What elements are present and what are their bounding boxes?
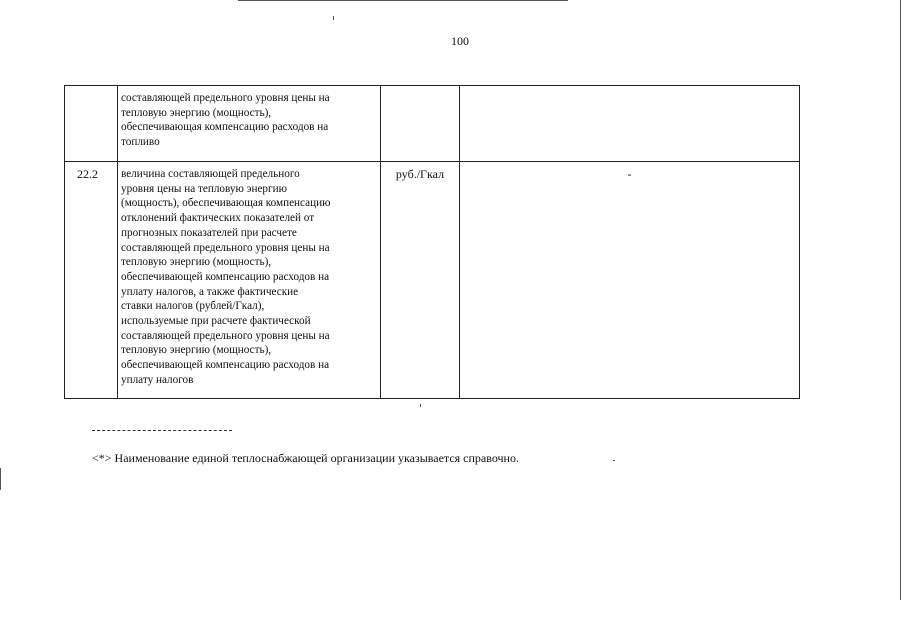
unit-cell [381, 86, 460, 162]
value-cell [460, 86, 800, 162]
row-number-cell: 22.2 [65, 162, 118, 399]
row-number-cell [65, 86, 118, 162]
description-line: (мощность), обеспечивающая компенсацию [121, 197, 331, 210]
footnote-text: <*> Наименование единой теплоснабжающей организации указывается справочно. [92, 451, 519, 465]
footnote-separator [92, 430, 232, 431]
description-line: уплату налогов [121, 373, 194, 386]
scan-speck [333, 16, 334, 20]
description-line: тепловую энергию (мощность), [121, 344, 272, 357]
description-line: обеспечивающей компенсацию расходов на [121, 359, 330, 372]
scan-line-right [900, 0, 901, 600]
scan-speck [613, 460, 615, 461]
description-line: составляющей предельного уровня цены на [121, 329, 330, 342]
scan-speck [420, 404, 421, 407]
description-line: составляющей предельного уровня цены на [121, 92, 330, 104]
description-line: используемые при расчете фактической [121, 315, 311, 328]
description-line: обеспечивающей компенсацию расходов на [121, 270, 330, 283]
description-line: составляющей предельного уровня цены на [121, 241, 330, 254]
description-line: топливо [121, 136, 160, 149]
description-line: ставки налогов (рублей/Гкал), [121, 300, 265, 313]
scan-line-left [0, 468, 1, 490]
value-cell: - [460, 162, 800, 399]
table-row [65, 162, 800, 399]
description-cell [118, 162, 381, 399]
description-line: тепловую энергию (мощность), [121, 256, 272, 269]
data-table [64, 85, 800, 399]
description-line: величина составляющей предельного [121, 168, 300, 180]
description-line: отклонений фактических показателей от [121, 212, 315, 225]
description-cell [118, 86, 381, 162]
unit-cell: руб./Гкал [381, 162, 460, 399]
table-row [65, 86, 800, 162]
description-line: тепловую энергию (мощность), [121, 106, 272, 119]
description-line: прогнозных показателей при расчете [121, 226, 297, 239]
description-line: уплату налогов, а также фактические [121, 285, 299, 298]
description-line: уровня цены на тепловую энергию [121, 182, 287, 195]
description-line: обеспечивающая компенсацию расходов на [121, 121, 329, 134]
page-number: 100 [451, 34, 469, 48]
scan-line-top [238, 0, 568, 1]
